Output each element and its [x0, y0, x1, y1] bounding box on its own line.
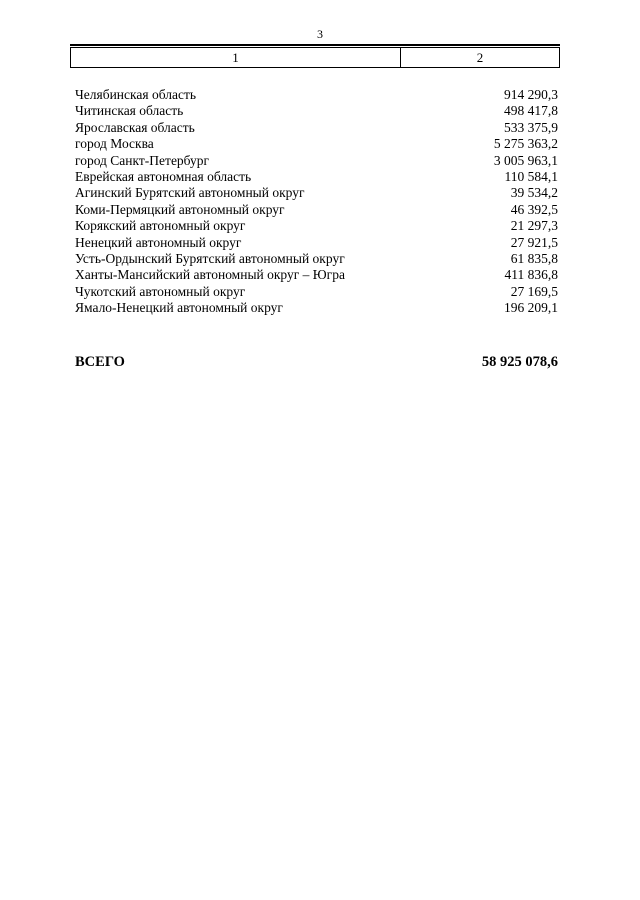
region-name: Еврейская автономная область: [75, 169, 252, 185]
table-header-col1: 1: [71, 48, 401, 67]
region-value: 196 209,1: [504, 300, 558, 316]
region-name: Коми-Пермяцкий автономный округ: [75, 201, 285, 217]
total-label: ВСЕГО: [75, 353, 125, 370]
region-value: 533 375,9: [504, 119, 558, 135]
table-header-row: [70, 47, 560, 68]
page-number: 3: [317, 27, 323, 41]
region-value: 27 169,5: [510, 283, 558, 299]
table-body: [70, 87, 560, 317]
region-name: Корякский автономный округ: [75, 218, 246, 234]
table-row: [70, 169, 560, 185]
table-row: [70, 284, 560, 300]
table-row: [70, 267, 560, 283]
region-value: 46 392,5: [510, 201, 558, 217]
region-value: 39 534,2: [510, 185, 558, 201]
table-row: [70, 120, 560, 136]
table-header-col2: 2: [476, 50, 484, 65]
region-value: 110 584,1: [504, 169, 558, 185]
table-row: [70, 185, 560, 201]
region-name: Ханты-Мансийский автономный округ – Югра: [75, 267, 345, 283]
region-name: Ярославская область: [75, 119, 195, 135]
regions-table: [70, 44, 560, 371]
table-row: [70, 153, 560, 169]
table-row: [70, 87, 560, 103]
region-name: Челябинская область: [75, 87, 197, 102]
region-value: 411 836,8: [504, 267, 558, 283]
table-row: [70, 251, 560, 267]
region-name: Агинский Бурятский автономный округ: [75, 185, 305, 201]
region-value: 914 290,3: [504, 87, 558, 102]
region-value: 498 417,8: [504, 103, 558, 119]
table-row: [70, 218, 560, 234]
region-name: Чукотский автономный округ: [75, 283, 246, 299]
region-value: 27 921,5: [510, 234, 558, 250]
region-value: 21 297,3: [510, 218, 558, 234]
region-value: 5 275 363,2: [493, 136, 558, 152]
region-value: 3 005 963,1: [493, 152, 558, 168]
table-row: [70, 202, 560, 218]
table-row: [70, 235, 560, 251]
region-name: Ямало-Ненецкий автономный округ: [75, 300, 283, 316]
region-name: Ненецкий автономный округ: [75, 234, 242, 250]
table-row: [70, 300, 560, 316]
table-top-rule: [70, 44, 560, 46]
table-row: [70, 103, 560, 119]
region-name: Читинская область: [75, 103, 184, 119]
total-row: [70, 354, 560, 371]
table-row: [70, 136, 560, 152]
region-name: город Санкт-Петербург: [75, 152, 210, 168]
region-name: Усть-Ордынский Бурятский автономный округ: [75, 251, 345, 267]
region-name: город Москва: [75, 136, 154, 152]
total-value: 58 925 078,6: [481, 353, 558, 370]
region-value: 61 835,8: [510, 251, 558, 267]
